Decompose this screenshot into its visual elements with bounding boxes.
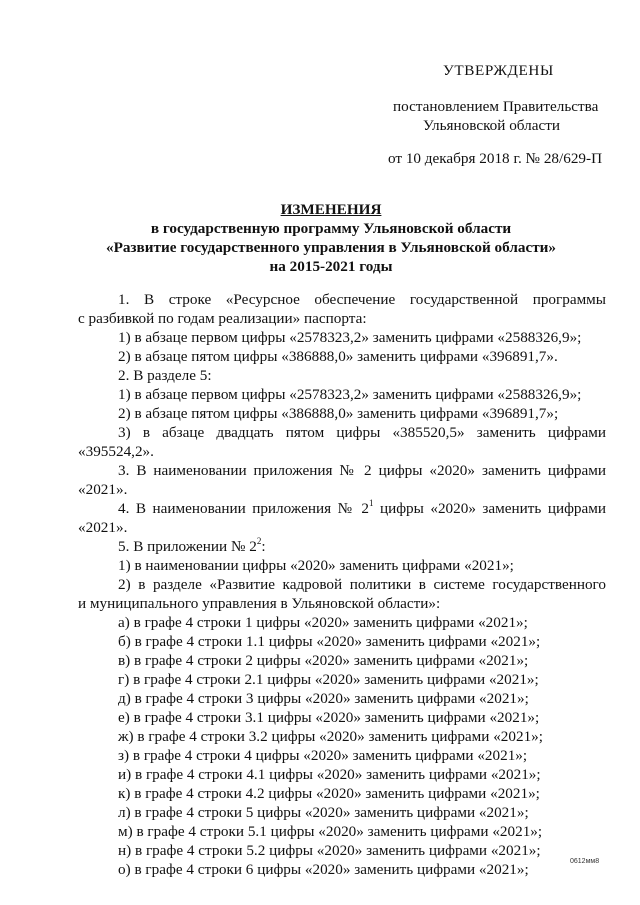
- list-item-m: м) в графе 4 строки 5.1 цифры «2020» заменить цифрами «2021»;: [118, 823, 543, 840]
- paragraph-9-line-1: [78, 499, 606, 518]
- title-line-2: в государственную программу Ульяновской области: [150, 220, 512, 237]
- list-item-a: а) в графе 4 строки 1 цифры «2020» заменить цифрами «2021»;: [118, 614, 528, 631]
- paragraph-10: [78, 537, 606, 556]
- paragraph-9-text-b: цифры «2020» заменить цифрами: [373, 500, 606, 517]
- list-item-l: л) в графе 4 строки 5 цифры «2020» заменить цифрами «2021»;: [118, 804, 529, 821]
- paragraph-5: 1) в абзаце первом цифры «2578323,2» заменить цифрами «2588326,9»;: [118, 386, 582, 403]
- title-line-3: «Развитие государственного управления в Ульяновской области»: [105, 239, 557, 256]
- list-item-zh: ж) в графе 4 строки 3.2 цифры «2020» заменить цифрами «2021»;: [118, 728, 543, 745]
- paragraph-11: 1) в наименовании цифры «2020» заменить цифрами «2021»;: [118, 557, 514, 574]
- paragraph-12-line-1: 2) в разделе «Развитие кадровой политики в системе государственного: [118, 576, 606, 593]
- title-changes: ИЗМЕНЕНИЯ: [280, 201, 382, 218]
- decree-line: постановлением Правительства: [393, 98, 599, 115]
- list-item-k: к) в графе 4 строки 4.2 цифры «2020» заменить цифрами «2021»;: [118, 785, 540, 802]
- paragraph-7-line-1: 3) в абзаце двадцать пятом цифры «385520,5» заменить цифрами: [118, 424, 606, 441]
- paragraph-9-line-2: «2021».: [78, 519, 128, 536]
- list-item-d: д) в графе 4 строки 3 цифры «2020» заменить цифрами «2021»;: [118, 690, 529, 707]
- list-item-e: е) в графе 4 строки 3.1 цифры «2020» заменить цифрами «2021»;: [118, 709, 540, 726]
- document-title: [78, 200, 584, 276]
- list-item-n: н) в графе 4 строки 5.2 цифры «2020» заменить цифрами «2021»;: [118, 842, 541, 859]
- paragraph-1-line-2: с разбивкой по годам реализации» паспорта:: [78, 310, 367, 327]
- superscript-1: 1: [368, 497, 374, 508]
- document-body: [78, 290, 606, 879]
- paragraph-9-text-a: 4. В наименовании приложения № 2: [118, 500, 369, 517]
- paragraph-10-text-a: 5. В приложении № 2: [118, 538, 257, 555]
- paragraph-3: 2) в абзаце пятом цифры «386888,0» заменить цифрами «396891,7».: [118, 348, 558, 365]
- paragraph-7-line-2: «395524,2».: [78, 443, 154, 460]
- superscript-2: 2: [256, 535, 262, 546]
- paragraph-2: 1) в абзаце первом цифры «2578323,2» заменить цифрами «2588326,9»;: [118, 329, 582, 346]
- paragraph-10-text-b: :: [261, 538, 266, 555]
- region-line: Ульяновской области: [423, 117, 560, 134]
- approved-heading: УТВЕРЖДЕНЫ: [443, 62, 554, 79]
- paragraph-1-line-1: 1. В строке «Ресурсное обеспечение государственной программы: [118, 291, 606, 308]
- list-item-i: и) в графе 4 строки 4.1 цифры «2020» заменить цифрами «2021»;: [118, 766, 541, 783]
- paragraph-12-line-2: и муниципального управления в Ульяновской области»:: [78, 595, 441, 612]
- paragraph-8-line-1: 3. В наименовании приложения № 2 цифры «2020» заменить цифрами: [118, 462, 606, 479]
- document-code: 0612мм8: [570, 858, 600, 865]
- paragraph-4: 2. В разделе 5:: [118, 367, 212, 384]
- list-item-b: б) в графе 4 строки 1.1 цифры «2020» заменить цифрами «2021»;: [118, 633, 541, 650]
- list-item-z: з) в графе 4 строки 4 цифры «2020» заменить цифрами «2021»;: [118, 747, 528, 764]
- paragraph-6: 2) в абзаце пятом цифры «386888,0» заменить цифрами «396891,7»;: [118, 405, 559, 422]
- title-line-4: на 2015-2021 годы: [269, 258, 393, 275]
- list-item-g: г) в графе 4 строки 2.1 цифры «2020» заменить цифрами «2021»;: [118, 671, 539, 688]
- list-item-o: о) в графе 4 строки 6 цифры «2020» заменить цифрами «2021»;: [118, 861, 529, 878]
- list-item-v: в) в графе 4 строки 2 цифры «2020» заменить цифрами «2021»;: [118, 652, 529, 669]
- paragraph-8-line-2: «2021».: [78, 481, 128, 498]
- decree-date-line: от 10 декабря 2018 г. № 28/629-П: [388, 150, 603, 167]
